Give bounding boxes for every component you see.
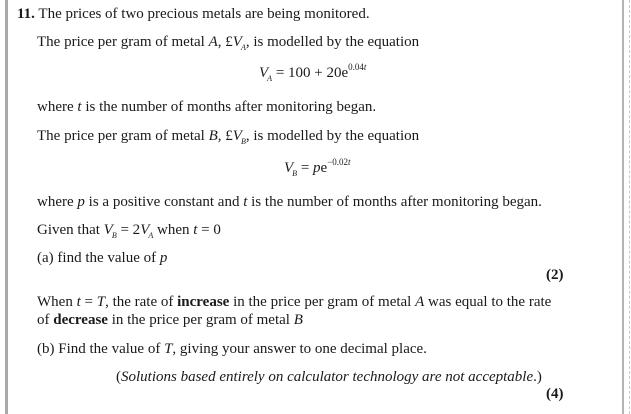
part-a-question: (a) find the value of p: [37, 250, 168, 266]
right-margin-bar: [622, 0, 624, 414]
condition-line-1: When t = T, the rate of increase in the price per gram of metal A was equal to the rate: [37, 294, 552, 310]
part-b-marks: (4): [546, 386, 564, 402]
where-t-definition: where t is the number of months after monitoring began.: [37, 99, 377, 115]
part-a-marks: (2): [546, 267, 564, 283]
question-intro: [17, 5, 370, 23]
metal-b-description: The price per gram of metal B, $£V_B$, is modelled by the equation: [37, 128, 420, 146]
given-condition: Given that $V_B = 2V_A$ when t = 0: [37, 222, 221, 240]
part-b-label: (b): [37, 341, 55, 357]
question-number: 11.: [17, 6, 35, 22]
equation-metal-a: $V_A = 100 + 20e^{0.04t}$: [259, 62, 367, 83]
part-a-label: (a): [37, 250, 54, 266]
part-b-question: (b) Find the value of T, giving your answer to one decimal place.: [37, 341, 427, 357]
metal-a-description: The price per gram of metal A, $£V_A$, is modelled by the equation: [37, 34, 420, 52]
where-p-definition: where p is a positive constant and t is the number of months after monitoring began.: [37, 194, 542, 210]
left-margin-bar: [5, 0, 8, 414]
equation-metal-b: $V_B = pe^{-0.02t}$: [284, 157, 351, 178]
intro-text: The prices of two precious metals are being monitored.: [38, 6, 370, 22]
condition-line-2: of decrease in the price per gram of metal B: [37, 312, 303, 328]
page-edge-dashed-line: [629, 0, 630, 414]
calculator-note: (Solutions based entirely on calculator technology are not acceptable.): [116, 369, 542, 385]
